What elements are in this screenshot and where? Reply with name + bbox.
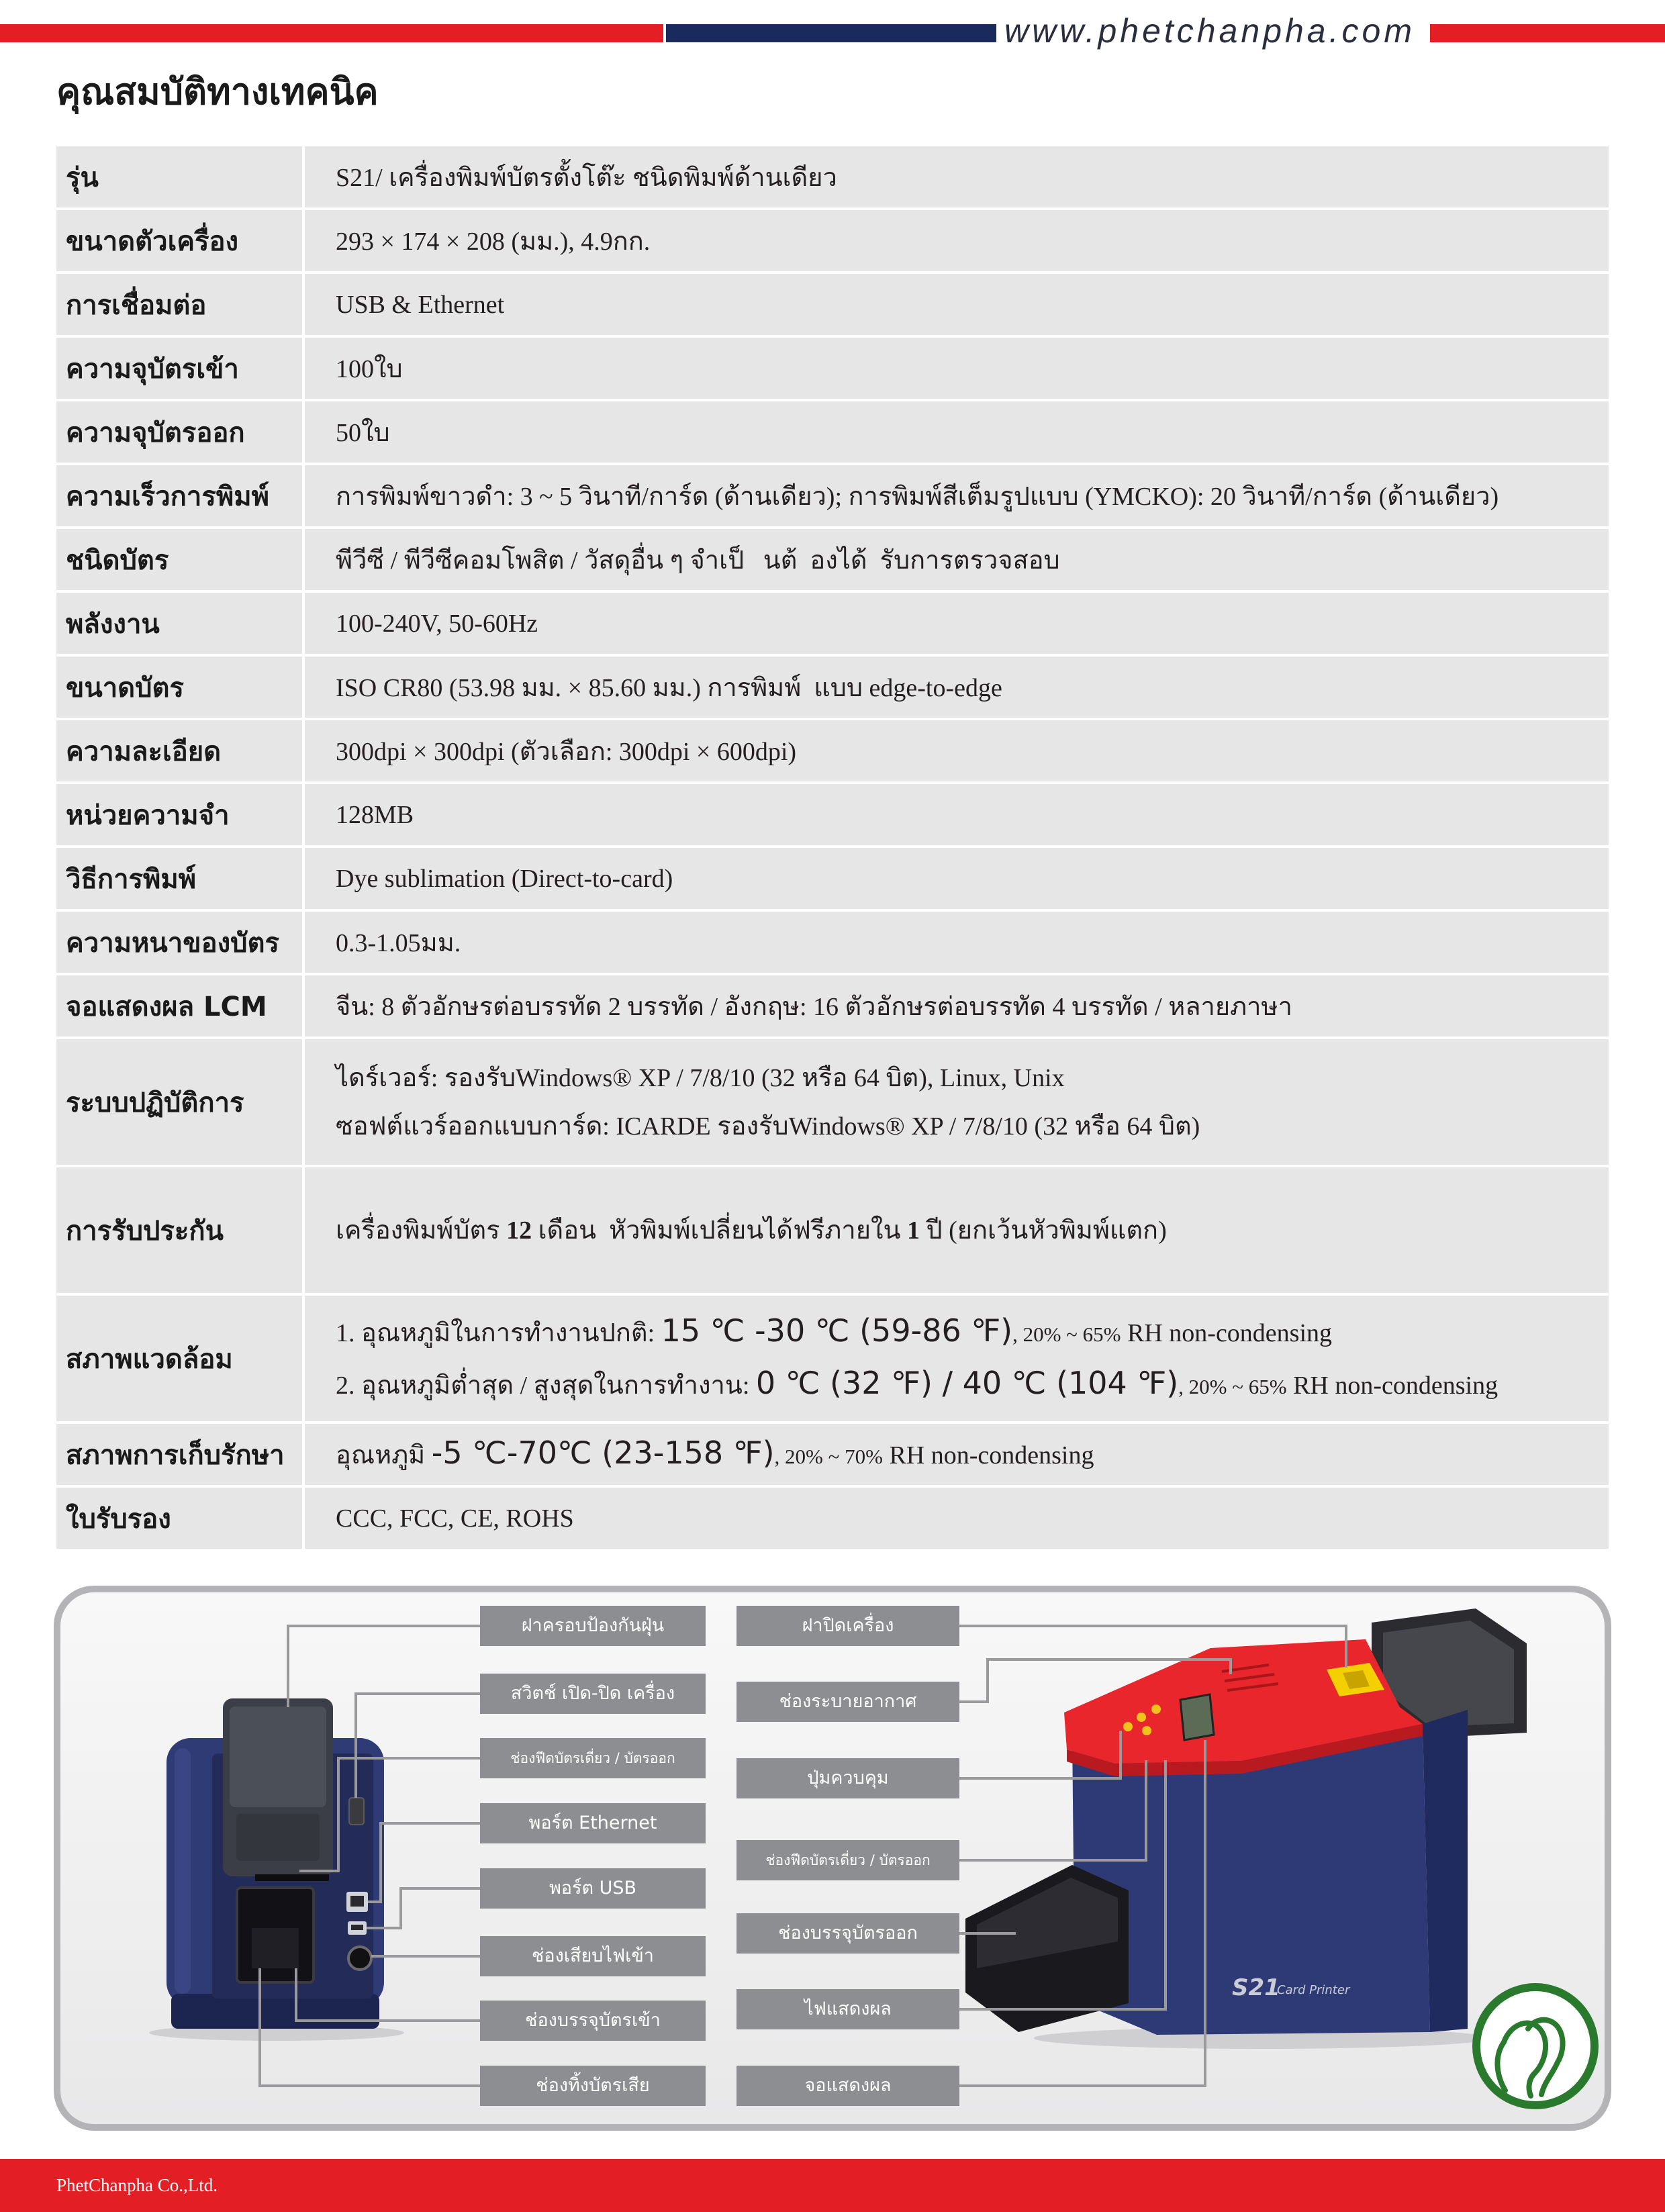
environment-humidity: , 20% ~ 65% — [1178, 1374, 1287, 1398]
label-control-buttons: ปุ่มควบคุม — [736, 1758, 959, 1798]
spec-value-power: 100-240V, 50-60Hz — [305, 593, 1609, 654]
spec-label-output-capacity: ความจุบัตรออก — [56, 401, 302, 463]
front-printer-illustration — [965, 1608, 1527, 2049]
spec-value-resolution: 300dpi × 300dpi (ตัวเลือก: 300dpi × 600dpi) — [305, 720, 1609, 781]
label-status-light: ไฟแสดงผล — [736, 1989, 959, 2029]
footer-company-name: PhetChanpha Co.,Ltd. — [56, 2175, 218, 2195]
label-power-switch: สวิตช์ เปิด-ปิด เครื่อง — [480, 1674, 706, 1714]
spec-value-print-speed: การพิมพ์ขาวดำ: 3 ~ 5 วินาที/การ์ด (ด้านเดียว); การพิมพ์สีเต็มรูปแบบ (YMCKO): 20 วินาที/การ์ด (ด้านเดียว) — [305, 465, 1609, 526]
warranty-years: 1 — [907, 1216, 920, 1245]
spec-value-input-capacity: 100ใบ — [305, 338, 1609, 399]
spec-value-lcm-display: จีน: 8 ตัวอักษรต่อบรรทัด 2 บรรทัด / อังกฤษ: 16 ตัวอักษรต่อบรรทัด 4 บรรทัด / หลายภาษา — [305, 975, 1609, 1037]
environment-text: 1. อุณหภูมิในการทำงานปกติ: — [336, 1318, 661, 1347]
spec-label-print-speed: ความเร็วการพิมพ์ — [56, 465, 302, 526]
label-power-socket: ช่องเสียบไฟเข้า — [480, 1936, 706, 1976]
label-lcd-display: จอแสดงผล — [736, 2066, 959, 2106]
spec-label-operating-system: ระบบปฏิบัติการ — [56, 1039, 302, 1165]
spec-label-input-capacity: ความจุบัตรเข้า — [56, 338, 302, 399]
storage-temperature: -5 ℃-70℃ (23-158 ℉) — [431, 1434, 775, 1471]
power-socket — [348, 1947, 371, 1970]
spec-value-memory: 128MB — [305, 784, 1609, 845]
spec-value-operating-system — [305, 1039, 1609, 1165]
spec-label-connectivity: การเชื่อมต่อ — [56, 274, 302, 335]
storage-humidity: , 20% ~ 70% — [774, 1444, 883, 1468]
rear-printer-illustration — [149, 1698, 404, 2041]
environment-line-2 — [336, 1359, 1601, 1411]
spec-value-card-type: พีวีซี / พีวีซีคอมโพสิต / วัสดุอื่น ๆ จำเป็ นต้ องได้ รับการตรวจสอบ — [305, 529, 1609, 590]
spec-label-dimensions: ขนาดตัวเครื่อง — [56, 210, 302, 271]
environment-line-1 — [336, 1306, 1601, 1359]
spec-value-environment — [305, 1296, 1609, 1421]
spec-value-connectivity: USB & Ethernet — [305, 274, 1609, 335]
footer-bar — [0, 2159, 1665, 2212]
storage-rh: RH non-condensing — [882, 1441, 1094, 1470]
label-output-hopper: ช่องบรรจุบัตรออก — [736, 1913, 959, 1954]
environment-temperature: 15 ℃ -30 ℃ (59-86 ℉) — [661, 1312, 1013, 1349]
environment-rh: RH non-condensing — [1121, 1318, 1333, 1347]
printer-subtitle-text: Card Printer — [1277, 1983, 1350, 1997]
label-dust-cover: ฝาครอบป้องกันฝุ่น — [480, 1606, 706, 1646]
environment-rh: RH non-condensing — [1286, 1371, 1498, 1400]
spec-label-memory: หน่วยความจำ — [56, 784, 302, 845]
spec-label-power: พลังงาน — [56, 593, 302, 654]
spec-value-storage — [305, 1424, 1609, 1485]
page-title: คุณสมบัติทางเทคนิค — [56, 70, 379, 113]
spec-table — [56, 146, 1609, 1549]
website-url[interactable]: www.phetchanpha.com — [1004, 12, 1415, 50]
spec-label-print-method: วิธีการพิมพ์ — [56, 848, 302, 909]
os-driver-line: ไดร์เวอร์: รองรับWindows® XP / 7/8/10 (32 หรือ 64 บิต), Linux, Unix — [336, 1063, 1065, 1092]
label-input-hopper: ช่องบรรจุบัตรเข้า — [480, 2001, 706, 2041]
spec-value-print-method: Dye sublimation (Direct-to-card) — [305, 848, 1609, 909]
environment-temperature: 0 ℃ (32 ℉) / 40 ℃ (104 ℉) — [755, 1364, 1179, 1401]
spec-label-lcm-display: จอแสดงผล LCM — [56, 975, 302, 1037]
printer-model-text: S21 — [1232, 1974, 1280, 2001]
two-faces-logo-icon — [1476, 1987, 1595, 2105]
spec-label-card-thickness: ความหนาของบัตร — [56, 912, 302, 973]
label-card-feed-rear: ช่องฟีดบัตรเดี่ยว / บัตรออก — [480, 1738, 706, 1778]
rear-card-slot — [255, 1874, 329, 1881]
warranty-months: 12 — [506, 1216, 532, 1245]
lcd-screen — [1180, 1694, 1214, 1740]
power-switch — [349, 1798, 364, 1825]
spec-label-environment: สภาพแวดล้อม — [56, 1296, 302, 1421]
spec-label-card-type: ชนิดบัตร — [56, 529, 302, 590]
spec-value-warranty — [305, 1167, 1609, 1293]
spec-value-dimensions: 293 × 174 × 208 (มม.), 4.9กก. — [305, 210, 1609, 271]
label-ethernet-port: พอร์ต Ethernet — [480, 1803, 706, 1843]
spec-label-storage: สภาพการเก็บรักษา — [56, 1424, 302, 1485]
label-reject-bin: ช่องทิ้งบัตรเสีย — [480, 2066, 706, 2106]
storage-text: อุณหภูมิ — [336, 1441, 432, 1470]
warranty-text: ปี (ยกเว้นหัวพิมพ์แตก) — [920, 1216, 1167, 1245]
header-bar-navy — [666, 24, 996, 42]
warranty-text: เดือน หัวพิมพ์เปลี่ยนได้ฟรีภายใน — [532, 1216, 907, 1245]
spec-label-card-size: ขนาดบัตร — [56, 657, 302, 718]
spec-label-certification: ใบรับรอง — [56, 1488, 302, 1549]
spec-value-model: S21/ เครื่องพิมพ์บัตรตั้งโต๊ะ ชนิดพิมพ์ด้านเดียว — [305, 146, 1609, 207]
label-card-feed-front: ช่องฟีดบัตรเดี่ยว / บัตรออก — [736, 1840, 959, 1880]
environment-text: 2. อุณหภูมิต่ำสุด / สูงสุดในการทำงาน: — [336, 1371, 756, 1400]
warranty-text: เครื่องพิมพ์บัตร — [336, 1216, 507, 1245]
header-bar-red-left — [0, 24, 663, 42]
spec-value-card-thickness: 0.3-1.05มม. — [305, 912, 1609, 973]
storage-line — [336, 1429, 1601, 1481]
warranty-line — [336, 1206, 1601, 1255]
spec-label-warranty: การรับประกัน — [56, 1167, 302, 1293]
label-usb-port: พอร์ต USB — [480, 1868, 706, 1909]
spec-label-resolution: ความละเอียด — [56, 720, 302, 781]
header-bar-red-right — [1430, 24, 1665, 42]
spec-value-certification: CCC, FCC, CE, ROHS — [305, 1488, 1609, 1549]
label-air-vent: ช่องระบายอากาศ — [736, 1682, 959, 1722]
os-software-line: ซอฟต์แวร์ออกแบบการ์ด: ICARDE รองรับWindows® XP / 7/8/10 (32 หรือ 64 บิต) — [336, 1112, 1200, 1141]
spec-value-output-capacity: 50ใบ — [305, 401, 1609, 463]
spec-label-model: รุ่น — [56, 146, 302, 207]
spec-value-card-size: ISO CR80 (53.98 มม. × 85.60 มม.) การพิมพ์ แบบ edge-to-edge — [305, 657, 1609, 718]
printer-diagram-panel — [54, 1586, 1611, 2131]
label-top-cover: ฝาปิดเครื่อง — [736, 1606, 959, 1646]
environment-humidity: , 20% ~ 65% — [1012, 1322, 1121, 1346]
